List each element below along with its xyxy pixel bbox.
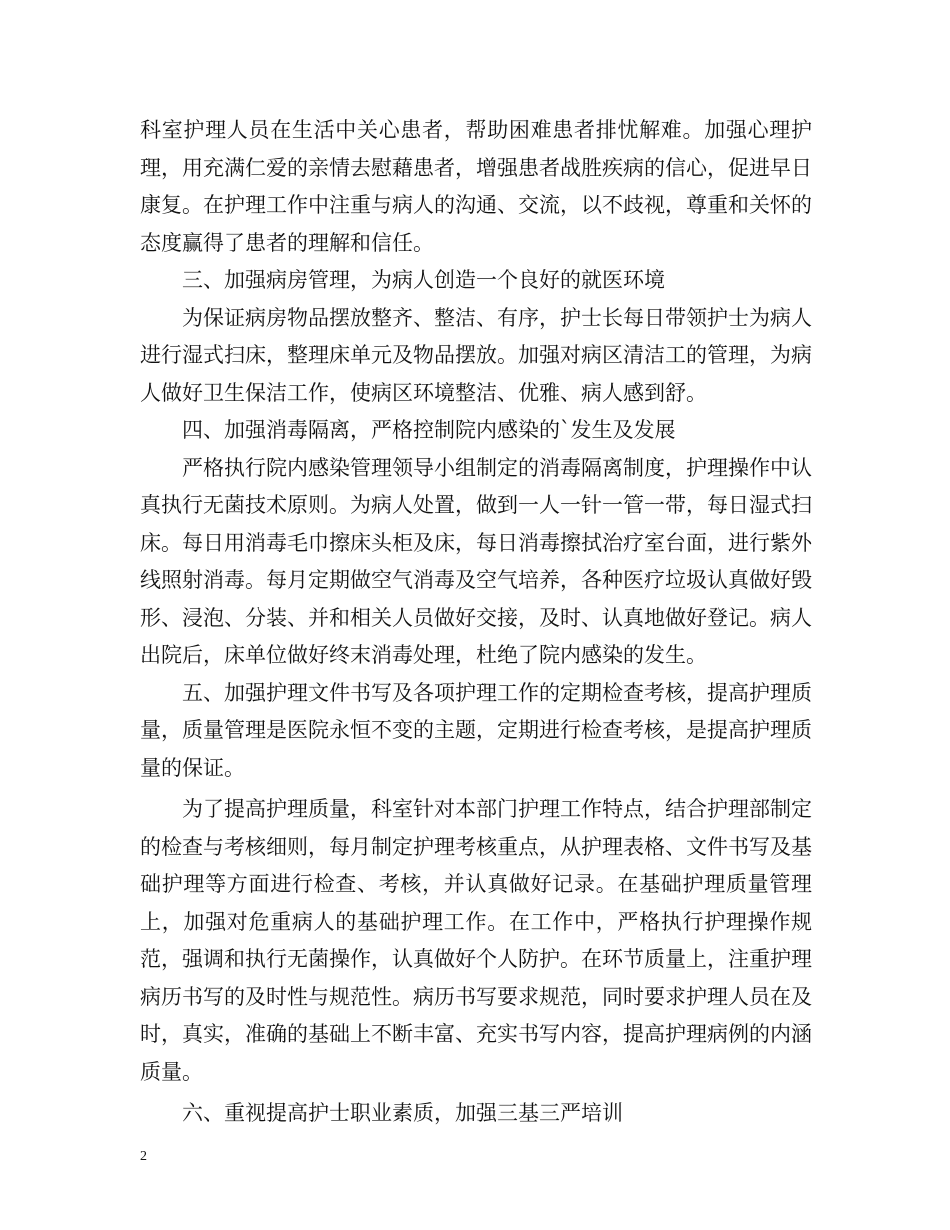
section-heading-disinfection: 四、加强消毒隔离，严格控制院内感染的`发生及发展 [182,418,676,442]
paragraph-ward-management: 为保证病房物品摆放整齐、整洁、有序，护士长每日带领护士为病人进行湿式扫床，整理床单元及物品摆放。加强对病区清洁工的管理，为病人做好卫生保洁工作，使病区环境整洁、优雅、病人感到舒。 [140,305,812,405]
paragraph-disinfection: 严格执行院内感染管理领导小组制定的消毒隔离制度，护理操作中认真执行无菌技术原则。为病人处置，做到一人一针一管一带，每日湿式扫床。每日用消毒毛巾擦床头柜及床，每日消毒擦拭治疗室台面，进行紫外线照射消毒。每月定期做空气消毒及空气培养，各种医疗垃圾认真做好毁形、浸泡、分装、并和相关人员做好交接，及时、认真地做好登记。病人出院后，床单位做好终末消毒处理，杜绝了院内感染的发生。 [140,455,812,667]
document-body [140,112,812,1133]
section-heading-training: 六、重视提高护士职业素质，加强三基三严培训 [182,1101,623,1125]
paragraph-continuation: 科室护理人员在生活中关心患者，帮助困难患者排忧解难。加强心理护理，用充满仁爱的亲情去慰藉患者，增强患者战胜疾病的信心，促进早日康复。在护理工作中注重与病人的沟通、交流，以不歧视，尊重和关怀的态度赢得了患者的理解和信任。 [140,118,812,255]
section-heading-quality-inspection: 五、加强护理文件书写及各项护理工作的定期检查考核，提高护理质量，质量管理是医院永恒不变的主题，定期进行检查考核，是提高护理质量的保证。 [140,680,812,780]
section-heading-ward-management: 三、加强病房管理，为病人创造一个良好的就医环境 [182,268,665,292]
page-number: 2 [140,1149,147,1164]
paragraph-quality-improvement: 为了提高护理质量，科室针对本部门护理工作特点，结合护理部制定的检查与考核细则，每月制定护理考核重点，从护理表格、文件书写及基础护理等方面进行检查、考核，并认真做好记录。在基础护理质量管理上，加强对危重病人的基础护理工作。在工作中，严格执行护理操作规范，强调和执行无菌操作，认真做好个人防护。在环节质量上，注重护理病历书写的及时性与规范性。病历书写要求规范，同时要求护理人员在及时，真实，准确的基础上不断丰富、充实书写内容，提高护理病例的内涵质量。 [140,797,812,1084]
